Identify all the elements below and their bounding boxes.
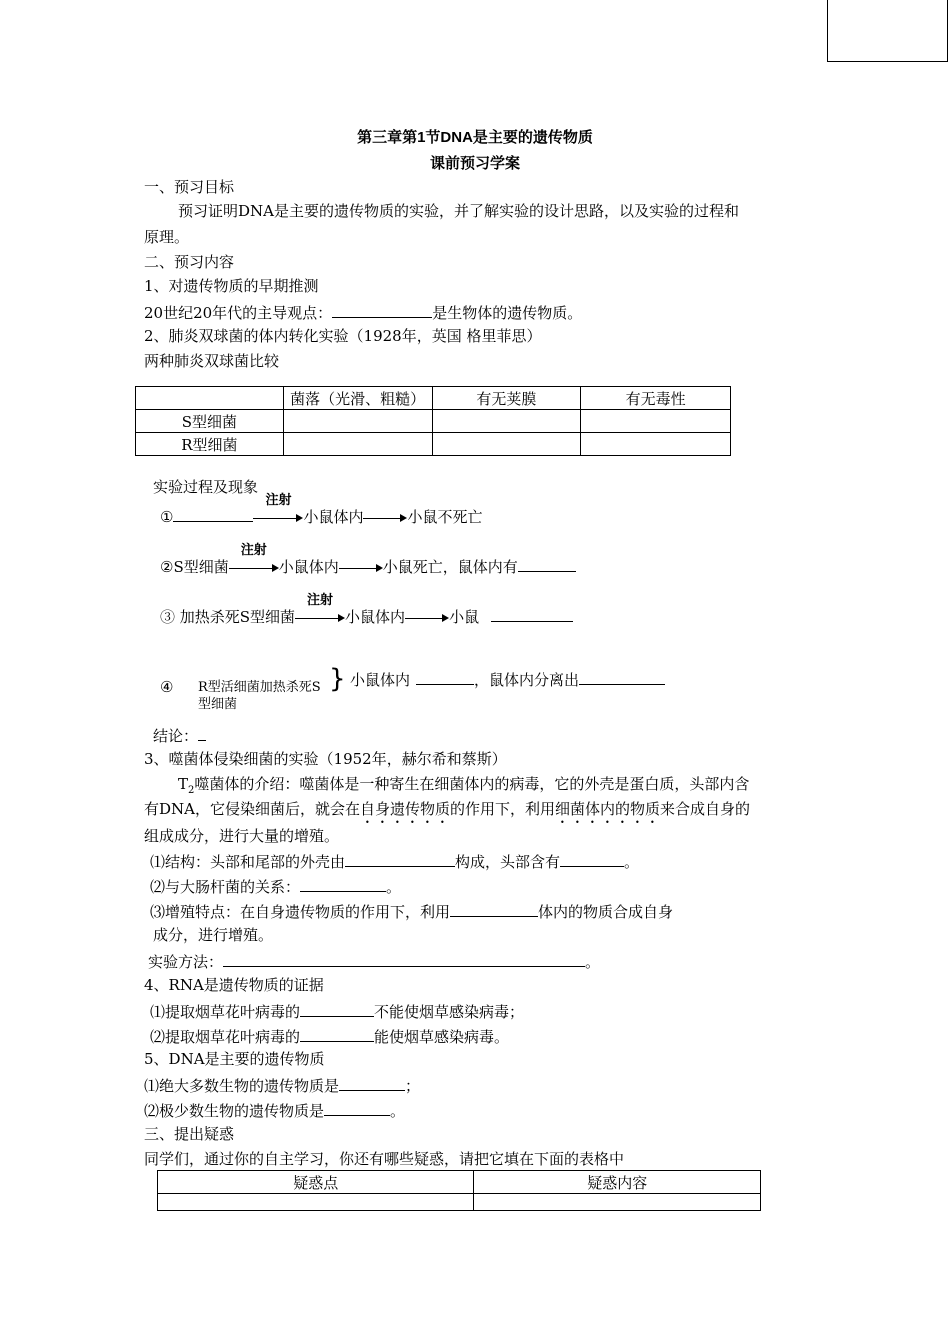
item5-question-1	[144, 1075, 420, 1095]
q1-blank-1[interactable]	[345, 851, 455, 867]
experiment-title: 实验过程及现象	[153, 478, 259, 496]
exp4-end-a: ，鼠体内分离出	[474, 671, 580, 689]
experiment-4	[350, 669, 665, 689]
t2-line2-a: 有DNA，它侵染细菌后，就会在	[144, 800, 360, 818]
conclusion	[153, 725, 206, 745]
compare-table-row-label: S型细菌	[136, 410, 284, 433]
arrow	[405, 611, 449, 625]
compare-table-header-row	[136, 387, 731, 410]
exp2-mid: 小鼠体内	[278, 558, 339, 576]
compare-table	[135, 386, 731, 456]
compare-table-row	[136, 410, 731, 433]
t2-line3: 组成成分，进行大量的增殖。	[144, 827, 340, 845]
exp4-left-line2: 型细菌	[198, 697, 238, 712]
t2-line2-emphasis-1: 自身遗传物质	[360, 800, 451, 818]
item4-q1-a: ⑴提取烟草花叶病毒的	[150, 1003, 301, 1021]
brace-icon: }	[329, 664, 346, 694]
exp1-number: ①	[160, 508, 174, 526]
item1-text-b: 是生物体的遗传物质。	[432, 304, 583, 322]
experiment-3	[160, 593, 573, 626]
q2-a: ⑵与大肠杆菌的关系：	[150, 878, 301, 896]
compare-table-header-cell: 有无毒性	[581, 387, 731, 410]
section1-heading: 一、预习目标	[144, 178, 235, 196]
item1-title: 1、对遗传物质的早期推测	[144, 277, 319, 295]
item3-title: 3、噬菌体侵染细菌的实验（1952年，赫尔希和蔡斯）	[144, 750, 507, 768]
page-subtitle: 课前预习学案	[429, 155, 520, 172]
method-blank[interactable]	[223, 951, 585, 967]
arrow-head-icon	[272, 564, 279, 572]
item4-q1-b: 不能使烟草感染病毒；	[374, 1003, 525, 1021]
inject-arrow	[253, 493, 303, 525]
compare-table-row	[136, 433, 731, 456]
compare-table-header-cell: 菌落（光滑、粗糙）	[283, 387, 432, 410]
exp3-mid: 小鼠体内	[345, 608, 406, 626]
compare-table-cell[interactable]	[432, 410, 581, 433]
inject-label: 注射	[265, 493, 292, 508]
doubt-table-cell[interactable]	[474, 1194, 761, 1211]
t2-line2-c: 来合成自身的	[660, 800, 751, 818]
experiment-2	[160, 543, 576, 576]
compare-table-cell[interactable]	[432, 433, 581, 456]
doubt-table-header-cell: 疑惑内容	[474, 1171, 761, 1194]
doubt-table-cell[interactable]	[158, 1194, 474, 1211]
item4-q2-b: 能使烟草感染病毒。	[374, 1028, 510, 1046]
item5-title: 5、DNA是主要的遗传物质	[144, 1050, 325, 1068]
question-3	[150, 901, 673, 921]
exp4-mid: 小鼠体内	[350, 671, 411, 689]
arrow-head-icon	[400, 514, 407, 522]
exp1-end: 小鼠不死亡	[407, 508, 483, 526]
compare-table-cell[interactable]	[581, 410, 731, 433]
exp4-blank-1[interactable]	[416, 669, 474, 685]
arrow-head-icon	[296, 514, 303, 522]
arrow	[339, 561, 383, 575]
t2-subscript: 2	[188, 785, 195, 796]
conclusion-label: 结论：	[153, 727, 199, 745]
doubt-table-header-cell: 疑惑点	[158, 1171, 474, 1194]
q1-c: 。	[624, 853, 640, 871]
q3-blank[interactable]	[450, 901, 538, 917]
section2-heading: 二、预习内容	[144, 253, 235, 271]
compare-table-cell[interactable]	[283, 433, 432, 456]
page-title: 第三章第1节DNA是主要的遗传物质	[357, 129, 593, 146]
inject-arrow	[295, 593, 345, 625]
t2-line2-b: 的作用下，利用	[450, 800, 556, 818]
doubt-table-row	[158, 1194, 761, 1211]
item5-q2-b: 。	[390, 1102, 406, 1120]
t2-line2	[144, 800, 750, 827]
question-2	[150, 876, 401, 896]
exp1-blank[interactable]	[173, 506, 253, 522]
doubt-table	[157, 1170, 761, 1211]
arrow-head-icon	[376, 564, 383, 572]
question-3-line2: 成分，进行增殖。	[153, 926, 274, 944]
item4-q2-a: ⑵提取烟草花叶病毒的	[150, 1028, 301, 1046]
conclusion-blank[interactable]	[198, 725, 206, 741]
compare-table-header-cell	[136, 387, 284, 410]
item4-question-2	[150, 1026, 509, 1046]
inject-label: 注射	[240, 543, 267, 558]
t2-line1-a: T	[178, 775, 189, 793]
item4-q2-blank[interactable]	[300, 1026, 374, 1042]
exp2-end: 小鼠死亡，鼠体内有	[382, 558, 518, 576]
exp3-blank[interactable]	[491, 606, 573, 622]
item5-q2-a: ⑵极少数生物的遗传物质是	[144, 1102, 325, 1120]
t2-line1-b: 噬菌体的介绍：噬菌体是一种寄生在细菌体内的病毒，它的外壳是蛋白质，头部内含	[194, 775, 750, 793]
q3-a: ⑶增殖特点：在自身遗传物质的作用下，利用	[150, 903, 451, 921]
exp3-start: ③ 加热杀死S型细菌	[160, 608, 296, 626]
section3-intro: 同学们，通过你的自主学习，你还有哪些疑惑，请把它填在下面的表格中	[144, 1150, 625, 1168]
doubt-table-header-row	[158, 1171, 761, 1194]
section3-heading: 三、提出疑惑	[144, 1125, 235, 1143]
exp4-left-line1: R型活细菌加热杀死S	[198, 680, 321, 695]
item2-subtitle: 两种肺炎双球菌比较	[144, 352, 280, 370]
item5-q2-blank[interactable]	[324, 1100, 390, 1116]
item4-q1-blank[interactable]	[300, 1001, 374, 1017]
item1-blank[interactable]	[332, 302, 432, 318]
question-1	[150, 851, 639, 871]
experiment-1	[160, 493, 483, 526]
t2-line1	[178, 775, 749, 797]
compare-table-cell[interactable]	[283, 410, 432, 433]
inject-arrow	[229, 543, 279, 575]
section1-paragraph-line1: 预习证明DNA是主要的遗传物质的实验，并了解实验的设计思路，以及实验的过程和	[178, 202, 739, 220]
compare-table-cell[interactable]	[581, 433, 731, 456]
item5-question-2	[144, 1100, 405, 1120]
exp3-end: 小鼠	[449, 608, 480, 626]
exp1-mid: 小鼠体内	[303, 508, 364, 526]
exp2-blank[interactable]	[518, 556, 576, 572]
exp2-start: ②S型细菌	[160, 558, 229, 576]
inject-label: 注射	[307, 593, 334, 608]
arrow-head-icon	[338, 614, 345, 622]
q2-b: 。	[386, 878, 402, 896]
compare-table-row-label: R型细菌	[136, 433, 284, 456]
arrow	[363, 511, 407, 525]
exp4-number: ④	[160, 678, 174, 696]
item5-q1-a: ⑴绝大多数生物的遗传物质是	[144, 1077, 340, 1095]
q2-blank[interactable]	[300, 876, 386, 892]
item4-question-1	[150, 1001, 524, 1021]
q1-a: ⑴结构：头部和尾部的外壳由	[150, 853, 346, 871]
item1-text-a: 20世纪20年代的主导观点：	[144, 304, 333, 322]
q1-b: 构成，头部含有	[455, 853, 561, 871]
compare-table-header-cell: 有无荚膜	[432, 387, 581, 410]
item1-text	[144, 302, 582, 322]
experiment-method	[148, 951, 600, 971]
q1-blank-2[interactable]	[560, 851, 624, 867]
item5-q1-blank[interactable]	[339, 1075, 405, 1091]
item4-title: 4、RNA是遗传物质的证据	[144, 976, 324, 994]
section1-paragraph-line2: 原理。	[144, 228, 190, 246]
exp4-blank-2[interactable]	[579, 669, 665, 685]
item5-q1-b: ；	[405, 1077, 421, 1095]
item2-title: 2、肺炎双球菌的体内转化实验（1928年，英国 格里菲思）	[144, 327, 542, 345]
q3-b: 体内的物质合成自身	[538, 903, 674, 921]
method-end: 。	[585, 953, 601, 971]
method-label: 实验方法：	[148, 953, 224, 971]
corner-score-box	[827, 0, 948, 62]
arrow-head-icon	[442, 614, 449, 622]
t2-line2-emphasis-2: 细菌体内的物质	[555, 800, 661, 818]
